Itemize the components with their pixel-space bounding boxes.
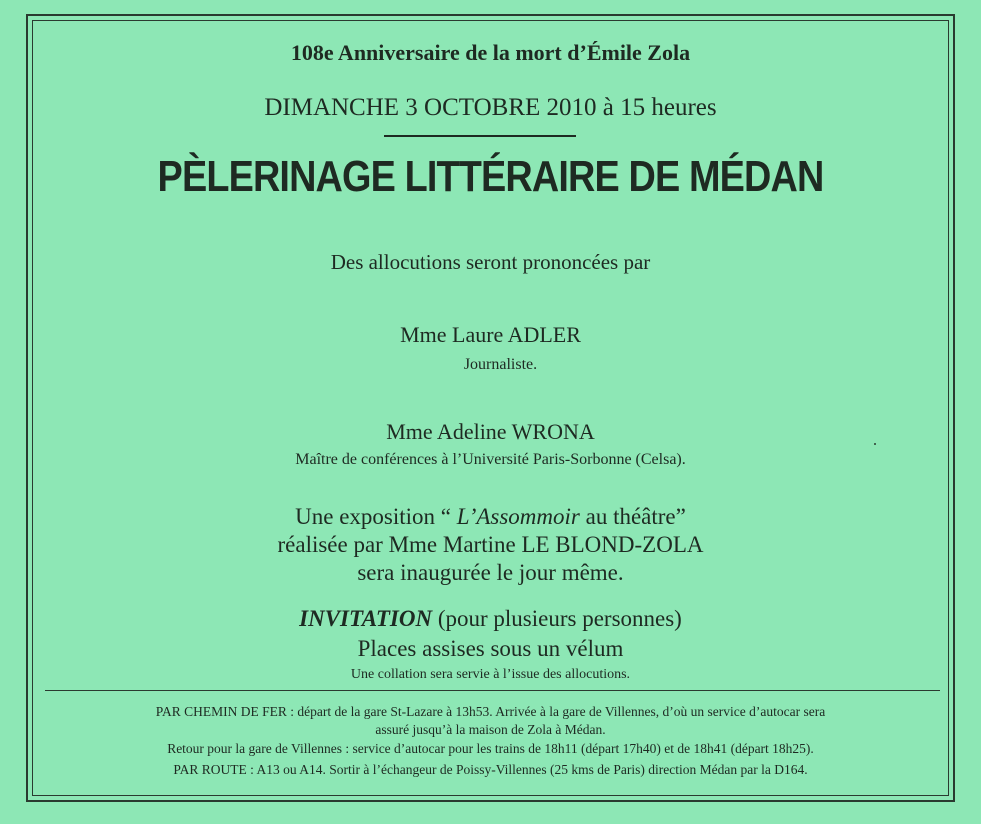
speaker-1-name: Mme Laure ADLER xyxy=(400,322,581,347)
title-divider xyxy=(384,135,576,137)
anniversary-heading: 108e Anniversaire de la mort d’Émile Zola xyxy=(290,40,691,65)
exhibition-prefix: Une exposition “ xyxy=(295,504,457,529)
collation-note: Une collation sera servie à l’issue des allocutions. xyxy=(350,667,631,682)
exhibition-line-3: sera inaugurée le jour même. xyxy=(357,560,624,585)
exhibition-line-2: réalisée par Mme Martine LE BLOND-ZOLA xyxy=(277,532,704,557)
speaker-2-role: Maître de conférences à l’Université Paris-Sorbonne (Celsa). xyxy=(295,451,686,468)
speakers-intro: Des allocutions seront prononcées par xyxy=(330,250,651,274)
invitation-detail: (pour plusieurs personnes) xyxy=(432,606,682,631)
speaker-1-role: Journaliste. xyxy=(463,356,538,373)
access-return-line: Retour pour la gare de Villennes : service d’autocar pour les trains de 18h11 (départ 17h40) et de 18h41 (départ 18h25). xyxy=(167,741,814,756)
event-date-time: DIMANCHE 3 OCTOBRE 2010 à 15 heures xyxy=(264,94,717,121)
invitation-label: INVITATION xyxy=(299,606,433,631)
exhibition-work-title: L’Assommoir xyxy=(456,504,580,529)
access-road-line: PAR ROUTE : A13 ou A14. Sortir à l’échangeur de Poissy-Villennes (25 kms de Paris) direction Médan par la D164. xyxy=(173,762,808,777)
exhibition-suffix: au théâtre” xyxy=(579,504,686,529)
event-title: PÈLERINAGE LITTÉRAIRE DE MÉDAN xyxy=(157,152,824,201)
seating-note: Places assises sous un vélum xyxy=(357,636,624,661)
exhibition-line-1 xyxy=(0,504,981,530)
speaker-2-name: Mme Adeline WRONA xyxy=(386,419,595,444)
access-divider xyxy=(45,690,940,691)
invitation-line xyxy=(0,606,981,632)
access-train-line-1: PAR CHEMIN DE FER : départ de la gare St-Lazare à 13h53. Arrivée à la gare de Villennes, d’où un service d’autocar sera xyxy=(155,704,826,719)
paper-speck xyxy=(874,443,876,445)
access-train-line-2: assuré jusqu’à la maison de Zola à Médan. xyxy=(375,722,606,737)
